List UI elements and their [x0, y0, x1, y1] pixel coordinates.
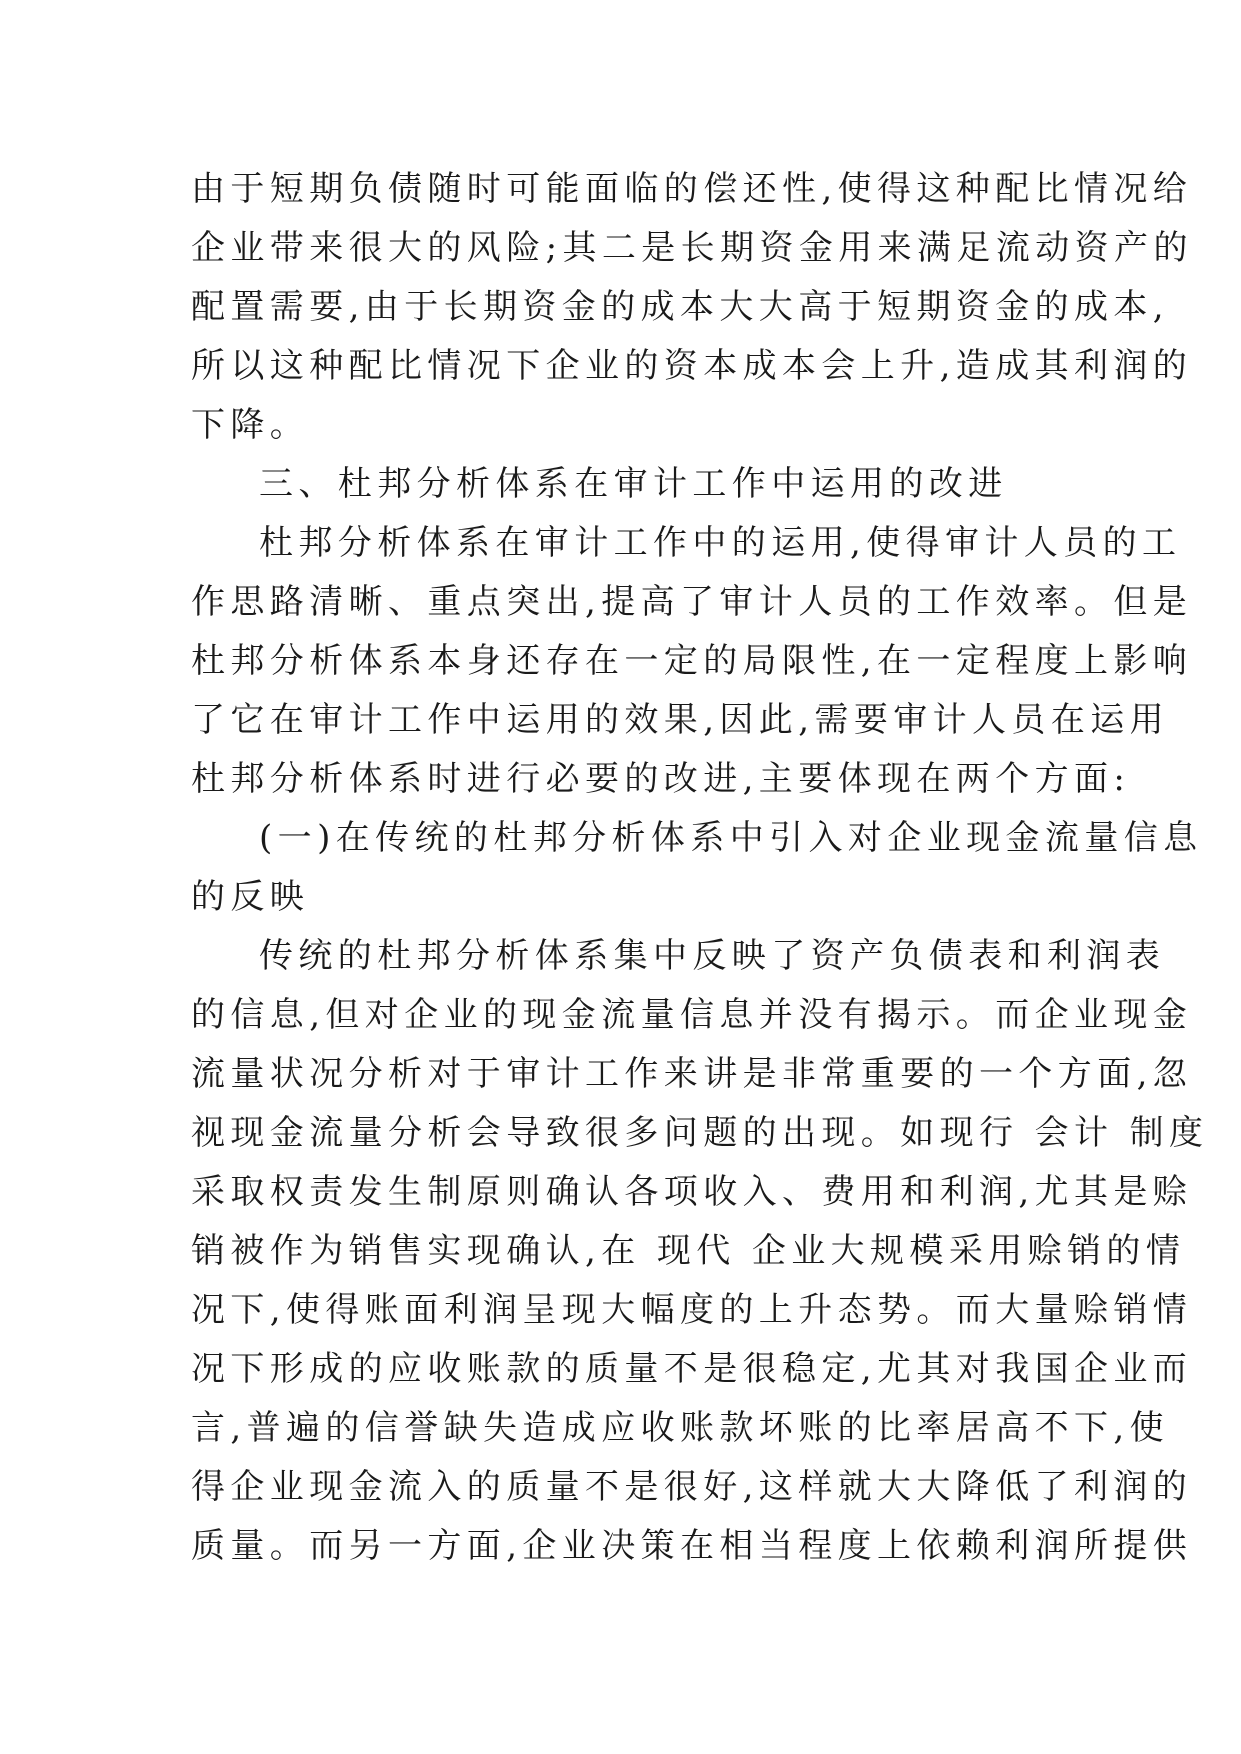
text-line: 采取权责发生制原则确认各项收入、费用和利润,尤其是赊	[191, 1172, 1193, 1212]
text-line: 配置需要,由于长期资金的成本大大高于短期资金的成本,	[191, 287, 1170, 327]
text-line: 企业带来很大的风险;其二是长期资金用来满足流动资产的	[191, 228, 1193, 268]
section-heading: 三、杜邦分析体系在审计工作中运用的改进	[259, 464, 1008, 504]
text-line: 了它在审计工作中运用的效果,因此,需要审计人员在运用	[191, 700, 1170, 740]
subsection-heading-cont: 的反映	[191, 877, 310, 917]
text-line: 视现金流量分析会导致很多问题的出现。如现行 会计 制度	[191, 1113, 1209, 1153]
text-line: 杜邦分析体系本身还存在一定的局限性,在一定程度上影响	[191, 641, 1193, 681]
text-line: 得企业现金流入的质量不是很好,这样就大大降低了利润的	[191, 1467, 1193, 1507]
text-line: 所以这种配比情况下企业的资本成本会上升,造成其利润的	[191, 346, 1193, 386]
text-line: 况下形成的应收账款的质量不是很稳定,尤其对我国企业而	[191, 1349, 1193, 1389]
text-line: 下降。	[191, 405, 310, 445]
subsection-heading: (一)在传统的杜邦分析体系中引入对企业现金流量信息	[259, 818, 1203, 858]
text-line: 杜邦分析体系时进行必要的改进,主要体现在两个方面:	[191, 759, 1131, 799]
text-line: 的信息,但对企业的现金流量信息并没有揭示。而企业现金	[191, 995, 1193, 1035]
text-line: 质量。而另一方面,企业决策在相当程度上依赖利润所提供	[191, 1526, 1193, 1566]
text-line: 杜邦分析体系在审计工作中的运用,使得审计人员的工	[259, 523, 1182, 563]
text-line: 流量状况分析对于审计工作来讲是非常重要的一个方面,忽	[191, 1054, 1193, 1094]
text-line: 言,普遍的信誉缺失造成应收账款坏账的比率居高不下,使	[191, 1408, 1170, 1448]
text-line: 由于短期负债随时可能面临的偿还性,使得这种配比情况给	[191, 169, 1193, 209]
text-line: 作思路清晰、重点突出,提高了审计人员的工作效率。但是	[191, 582, 1193, 622]
text-line: 况下,使得账面利润呈现大幅度的上升态势。而大量赊销情	[191, 1290, 1193, 1330]
text-line: 销被作为销售实现确认,在 现代 企业大规模采用赊销的情	[191, 1231, 1186, 1271]
text-line: 传统的杜邦分析体系集中反映了资产负债表和利润表	[259, 936, 1166, 976]
body-text	[191, 160, 1209, 1576]
